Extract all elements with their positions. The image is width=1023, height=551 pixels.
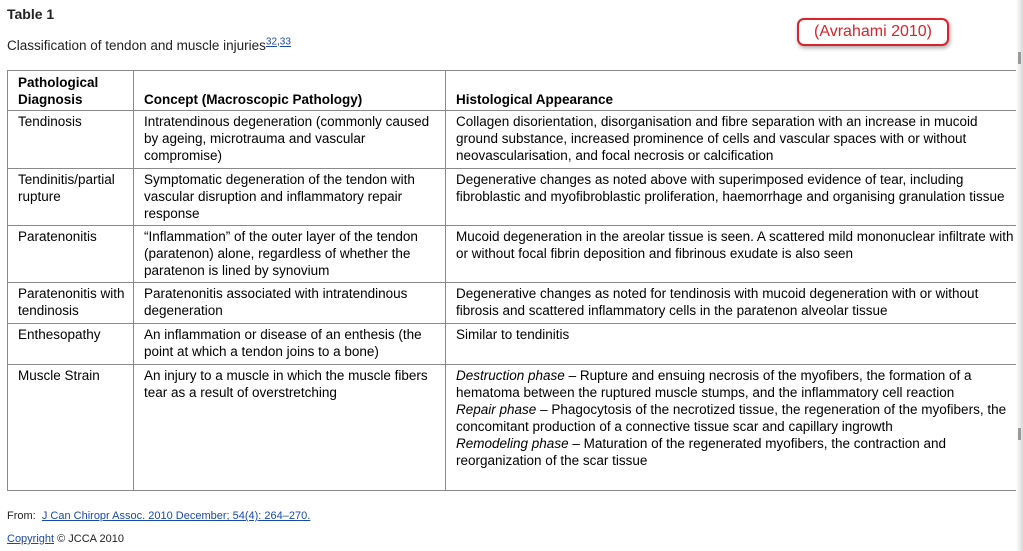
source-link[interactable]: J Can Chiropr Assoc. 2010 December; 54(4): 264–270.	[41, 510, 311, 522]
cell-concept: Intratendinous degeneration (commonly caused by ageing, microtrauma and vascular compromise)	[134, 111, 446, 169]
table-row	[8, 111, 1022, 169]
window-edge-mark	[1018, 52, 1021, 64]
table-row	[8, 365, 1022, 491]
cell-concept: An injury to a muscle in which the muscle fibers tear as a result of overstretching	[134, 365, 446, 491]
window-edge-mark	[1018, 428, 1021, 440]
cell-diagnosis: Enthesopathy	[8, 324, 134, 365]
cell-concept: An inflammation or disease of an enthesis (the point at which a tendon joins to a bone)	[134, 324, 446, 365]
phase-name: Destruction phase	[456, 368, 565, 383]
phase-description: – Maturation of the regenerated myofibers, the contraction and reorganization of the scar tissue	[456, 436, 947, 468]
reference-link-33[interactable]: 33	[279, 36, 291, 48]
header-concept: Concept (Macroscopic Pathology)	[134, 71, 446, 111]
caption-references	[266, 37, 291, 48]
table-caption	[7, 38, 291, 53]
copyright-line	[7, 533, 124, 545]
window-edge	[1016, 0, 1023, 551]
copyright-link[interactable]: Copyright	[7, 533, 55, 545]
phase-description: – Phagocytosis of the necrotized tissue, the regeneration of the myofibers, the concomitant production of a connective tissue scar and capillary ingrowth	[456, 402, 1007, 434]
source-citation	[7, 510, 310, 522]
copyright-text: © JCCA 2010	[54, 533, 124, 545]
cell-histology: Mucoid degeneration in the areolar tissue is seen. A scattered mild mononuclear infiltrate with or without focal fibrin deposition and fibrinous exudate is also seen	[446, 226, 1022, 283]
cell-diagnosis: Paratenonitis	[8, 226, 134, 283]
header-histology: Histological Appearance	[446, 71, 1022, 111]
table-header-row	[8, 71, 1022, 111]
cell-histology: Degenerative changes as noted for tendinosis with mucoid degeneration with or without fibrosis and scattered inflammatory cells in the paratenon alveolar tissue	[446, 283, 1022, 324]
from-label: From:	[7, 510, 36, 522]
header-diagnosis: Pathological Diagnosis	[8, 71, 134, 111]
table-row	[8, 226, 1022, 283]
cell-histology: Degenerative changes as noted above with superimposed evidence of tear, including fibroblastic and myofibroblastic proliferation, haemorrhage and organising granulation tissue	[446, 169, 1022, 226]
table-row	[8, 169, 1022, 226]
cell-histology	[446, 365, 1022, 491]
table-row	[8, 283, 1022, 324]
phase-description: – Rupture and ensuing necrosis of the myofibers, the formation of a hematoma between the ruptured muscle stumps, and the inflammatory cell reaction	[456, 368, 972, 400]
reference-link-32[interactable]: 32	[265, 36, 278, 48]
cell-diagnosis: Muscle Strain	[8, 365, 134, 491]
table-row	[8, 324, 1022, 365]
cell-diagnosis: Tendinosis	[8, 111, 134, 169]
cell-concept: Symptomatic degeneration of the tendon with vascular disruption and inflammatory repair response	[134, 169, 446, 226]
cell-diagnosis: Tendinitis/partial rupture	[8, 169, 134, 226]
cell-histology: Collagen disorientation, disorganisation and fibre separation with an increase in mucoid ground substance, increased prominence of cells and vascular spaces with or without neovascularisation, and focal necrosis or calcification	[446, 111, 1022, 169]
cell-concept: “Inflammation” of the outer layer of the tendon (paratenon) alone, regardless of whether the paratenon is lined by synovium	[134, 226, 446, 283]
cell-concept: Paratenonitis associated with intratendinous degeneration	[134, 283, 446, 324]
phase-name: Repair phase	[456, 402, 537, 417]
classification-table	[7, 70, 1022, 491]
phase-name: Remodeling phase	[456, 436, 569, 451]
cell-histology: Similar to tendinitis	[446, 324, 1022, 365]
caption-text: Classification of tendon and muscle injuries	[7, 38, 266, 53]
cell-diagnosis: Paratenonitis with tendinosis	[8, 283, 134, 324]
citation-annotation-badge: (Avrahami 2010)	[797, 18, 949, 46]
table-label: Table 1	[7, 6, 55, 22]
reference-separator: ,	[277, 36, 280, 48]
